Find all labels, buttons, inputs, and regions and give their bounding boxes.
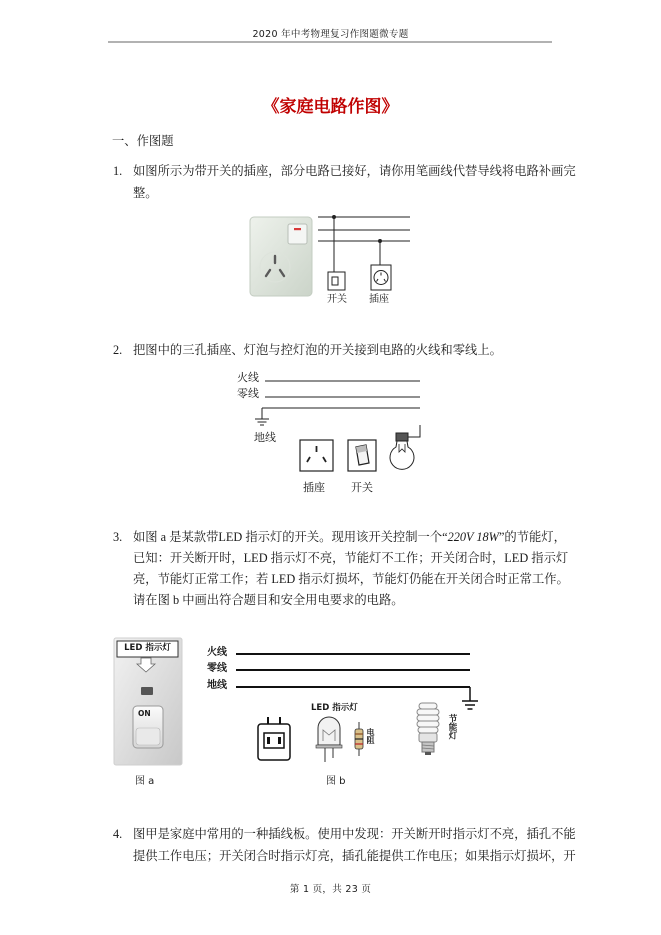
page-title: 《家庭电路作图》 xyxy=(262,97,399,117)
page-footer: 第 1 页，共 23 页 xyxy=(289,884,372,895)
question-line: 图甲是家庭中常用的一种插线板。使用中发现：开关断开时指示灯不亮，插孔不能 xyxy=(133,827,576,841)
question-line: 把图中的三孔插座、灯泡与控灯泡的开关接到电路的火线和零线上。 xyxy=(133,343,502,357)
question-number: 1. xyxy=(113,164,123,178)
fig1-switch-label: 开关 xyxy=(327,294,347,305)
fig3b-neutral-label: 零线 xyxy=(207,663,227,674)
fig3b-lamp-label: 节能灯 xyxy=(447,714,457,740)
fig3a-led-label: LED 指示灯 xyxy=(124,643,171,653)
fig3b-ground-label: 地线 xyxy=(207,680,227,691)
question-number: 2. xyxy=(113,343,123,357)
fig2-switch-label: 开关 xyxy=(351,481,373,494)
question-line: 亮，节能灯正常工作；若 LED 指示灯损坏，节能灯仍能在开关闭合时正常工作。 xyxy=(133,572,569,586)
fig2-neutral-label: 零线 xyxy=(237,387,259,400)
question-line: 提供工作电压；开关闭合时指示灯亮，插孔能提供工作电压；如果指示灯损坏，开 xyxy=(133,849,576,863)
question-line xyxy=(133,529,566,545)
fig2-ground-label: 地线 xyxy=(254,431,276,444)
fig2-socket-label: 插座 xyxy=(303,481,325,494)
question-text: 如图 a 是某款带LED 指示灯的开关。现用该开关控制一个“ xyxy=(133,530,448,544)
section-heading: 一、作图题 xyxy=(112,134,174,148)
question-number: 4. xyxy=(113,827,123,841)
fig3b-caption: 图 b xyxy=(326,776,346,787)
fig3b-led-label: LED 指示灯 xyxy=(311,703,358,713)
fig1-socket-label: 插座 xyxy=(369,294,389,305)
fig3b-live-label: 火线 xyxy=(207,647,227,658)
fig2-live-label: 火线 xyxy=(237,371,259,384)
page-header: 2020 年中考物理复习作图题微专题 xyxy=(252,29,409,40)
fig3b-resistor-label: 电阻 xyxy=(366,728,375,744)
question-line: 整。 xyxy=(133,186,158,200)
lamp-rating: 220V 18W xyxy=(447,530,499,544)
question-text: ”的节能灯， xyxy=(498,530,566,544)
fig3a-on-label: ON xyxy=(138,709,151,718)
question-line: 如图所示为带开关的插座，部分电路已接好，请你用笔画线代替导线将电路补画完 xyxy=(133,164,576,178)
question-line: 请在图 b 中画出符合题目和安全用电要求的电路。 xyxy=(133,593,404,607)
fig3a-caption: 图 a xyxy=(135,776,155,787)
question-line: 已知：开关断开时，LED 指示灯不亮，节能灯不工作；开关闭合时，LED 指示灯 xyxy=(133,551,569,565)
question-number: 3. xyxy=(113,530,123,544)
